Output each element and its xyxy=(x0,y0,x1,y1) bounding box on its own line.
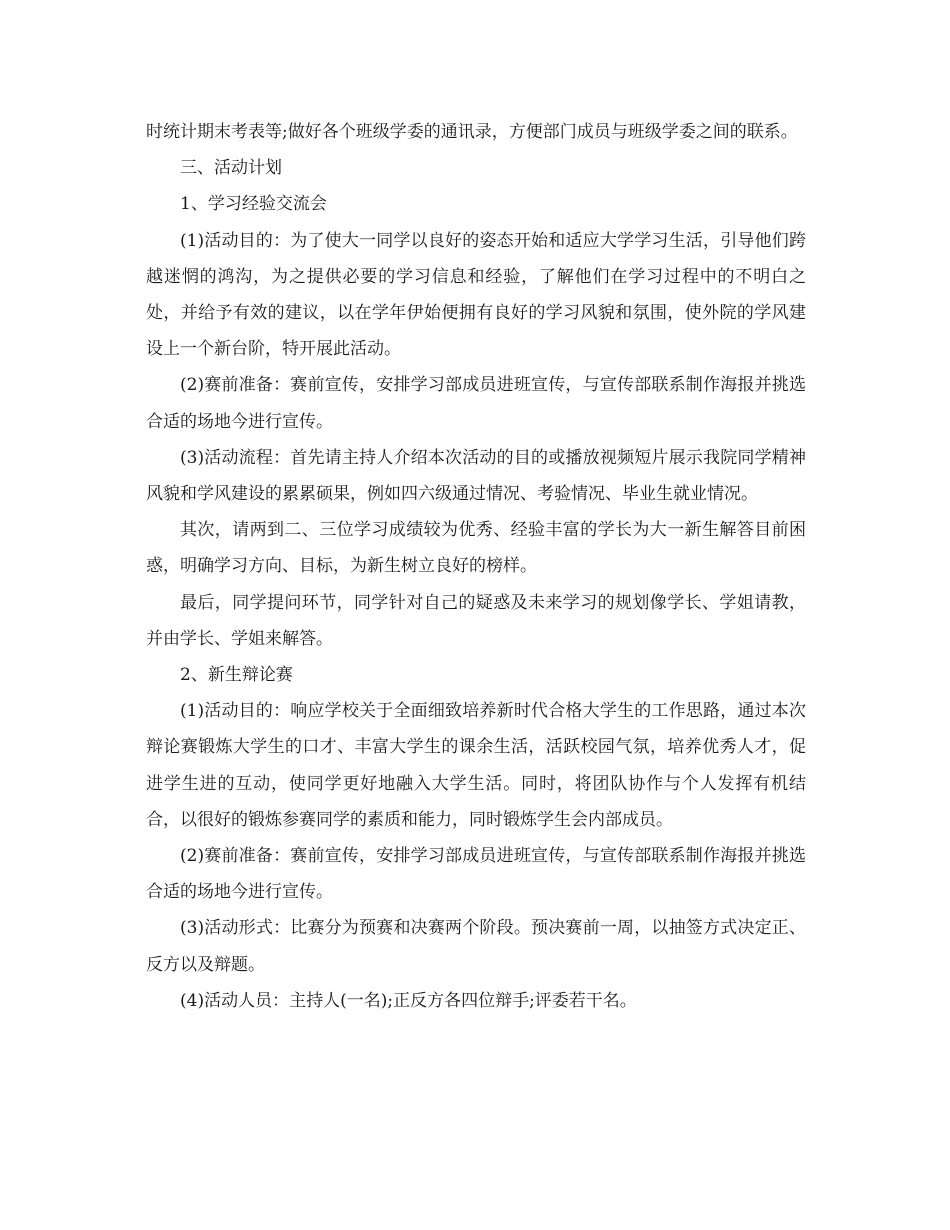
paragraph-debate-personnel: (4)活动人员：主持人(一名);正反方各四位辩手;评委若干名。 xyxy=(180,990,637,1011)
paragraph-exchange-second: 其次，请两到二、三位学习成绩较为优秀、经验丰富的学长为大一新生解答目前困惑，明确学习方向、目标，为新生树立良好的榜样。 xyxy=(146,520,806,577)
paragraph-debate-format: (3)活动形式：比赛分为预赛和决赛两个阶段。预决赛前一周，以抽签方式决定正、反方以及辩题。 xyxy=(146,918,806,975)
document-body xyxy=(146,114,806,1019)
heading-freshman-debate: 2、新生辩论赛 xyxy=(180,665,293,686)
paragraph-debate-preparation: (2)赛前准备：赛前宣传，安排学习部成员进班宣传，与宣传部联系制作海报并挑选合适的场地今进行宣传。 xyxy=(146,846,806,903)
heading-activity-plan: 三、活动计划 xyxy=(180,158,282,179)
paragraph-exchange-process: (3)活动流程：首先请主持人介绍本次活动的目的或播放视频短片展示我院同学精神风貌和学风建设的累累硕果，例如四六级通过情况、考验情况、毕业生就业情况。 xyxy=(146,447,806,505)
paragraph-exchange-last: 最后，同学提问环节，同学针对自己的疑惑及未来学习的规划像学长、学姐请教，并由学长、学姐来解答。 xyxy=(146,592,806,649)
paragraph-exchange-preparation: (2)赛前准备：赛前宣传，安排学习部成员进班宣传，与宣传部联系制作海报并挑选合适的场地今进行宣传。 xyxy=(146,375,806,432)
paragraph-exchange-purpose: (1)活动目的：为了使大一同学以良好的姿态开始和适应大学学习生活，引导他们跨越迷惘的鸿沟，为之提供必要的学习信息和经验，了解他们在学习过程中的不明白之处，并给予有效的建议，以在学年伊始便拥有良好的学习风貌和氛围，使外院的学风建设上一个新台阶，特开展此活动。 xyxy=(146,230,806,360)
heading-study-exchange: 1、学习经验交流会 xyxy=(180,194,327,215)
paragraph-contact-list-continuation: 时统计期末考表等;做好各个班级学委的通讯录，方便部门成员与班级学委之间的联系。 xyxy=(146,122,798,142)
paragraph-debate-purpose: (1)活动目的：响应学校关于全面细致培养新时代合格大学生的工作思路，通过本次辩论赛锻炼大学生的口才、丰富大学生的课余生活，活跃校园气氛，培养优秀人才，促进学生进的互动，使同学更好地融入大学生活。同时，将团队协作与个人发挥有机结合，以很好的锻炼参赛同学的素质和能力，同时锻炼学生会内部成员。 xyxy=(146,701,806,830)
